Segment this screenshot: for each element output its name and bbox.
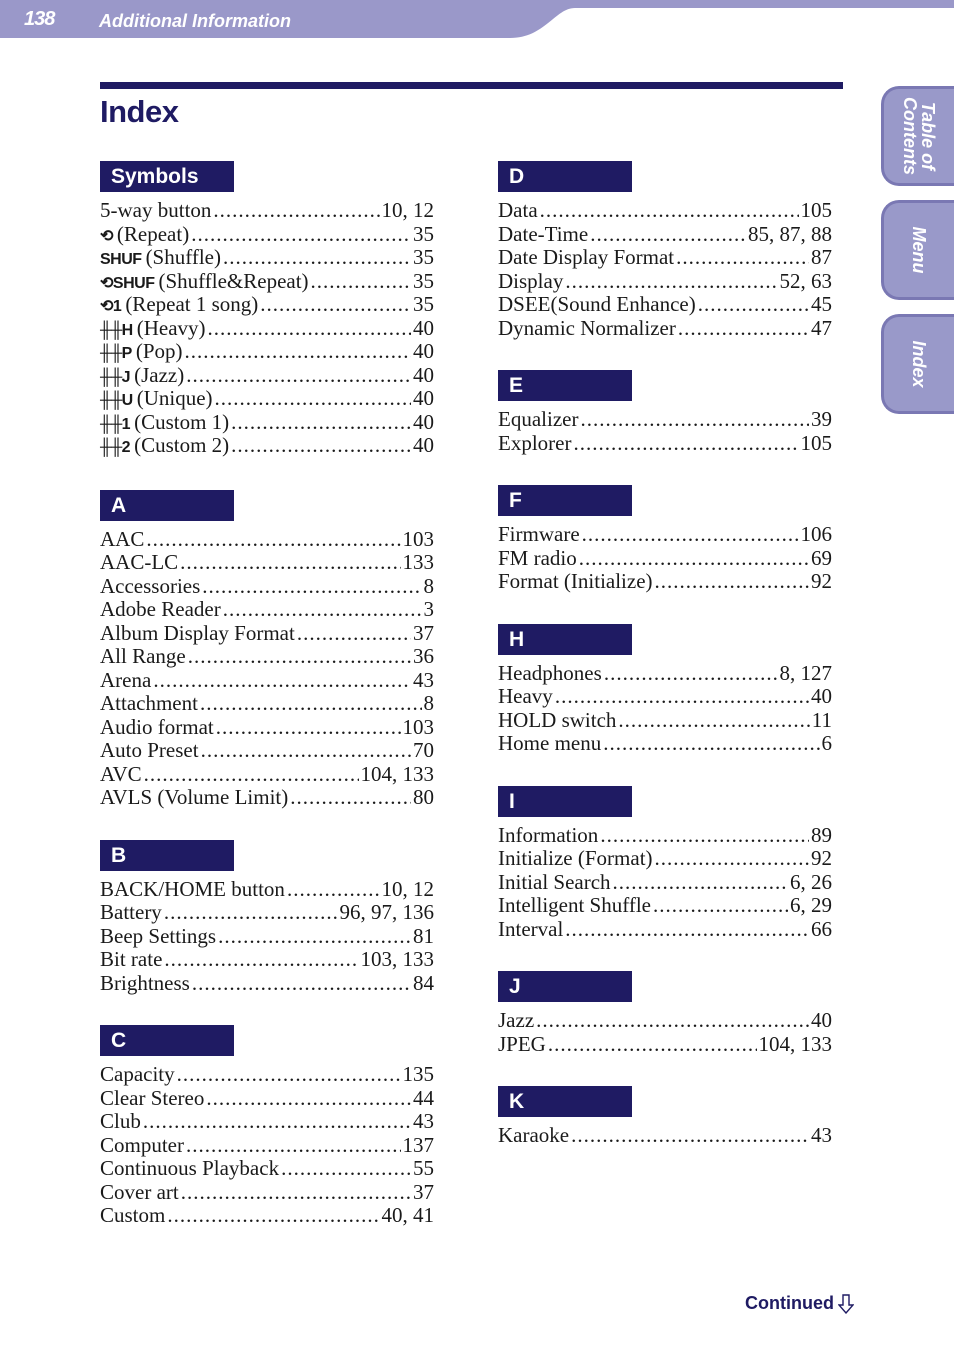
index-entry[interactable] [498, 871, 832, 895]
index-entry[interactable] [498, 918, 832, 942]
index-entry[interactable] [498, 199, 832, 223]
index-entry[interactable] [100, 270, 434, 294]
index-entry-term: Explorer [498, 430, 572, 455]
index-entry-term: (Shuffle&Repeat) [158, 268, 309, 293]
mode-icon: ╫╫2 [100, 439, 131, 456]
index-entry-pages: 104, 133 [360, 761, 434, 786]
index-entry-term: Auto Preset [100, 738, 199, 762]
leader-dots [603, 732, 819, 756]
index-entry-pages: 40 [413, 409, 434, 434]
index-entry[interactable] [498, 709, 832, 733]
index-entry[interactable] [100, 716, 434, 740]
mode-icon: ⟲SHUF [100, 274, 155, 292]
leader-dots [582, 523, 799, 547]
index-entry[interactable] [498, 1033, 832, 1057]
leader-dots [565, 918, 809, 942]
mode-icon: ╫╫P [100, 345, 132, 362]
index-entry-term: Clear Stereo [100, 1085, 205, 1110]
leader-dots [281, 1157, 411, 1181]
leader-dots [213, 199, 379, 223]
index-group [498, 786, 832, 942]
index-entry[interactable] [498, 523, 832, 547]
leader-dots [186, 1134, 401, 1158]
mode-icon: ╫╫J [100, 368, 131, 386]
index-entry[interactable] [100, 878, 434, 902]
index-entry-term: Initial Search [498, 869, 611, 894]
leader-dots [202, 575, 421, 599]
leader-dots [698, 293, 809, 317]
index-group-heading: K [498, 1086, 632, 1117]
index-entry-pages: 6, 26 [790, 869, 832, 894]
index-entry-pages: 66 [811, 916, 832, 941]
index-entry-pages: 44 [413, 1085, 434, 1110]
index-group-heading: C [100, 1025, 234, 1056]
index-group [100, 490, 434, 810]
index-entry[interactable] [100, 551, 434, 575]
index-entry-pages: 96, 97, 136 [339, 900, 434, 924]
index-group-heading: Symbols [100, 161, 234, 192]
index-entry[interactable] [100, 925, 434, 949]
index-entry[interactable] [498, 1124, 832, 1148]
leader-dots [604, 662, 778, 686]
leader-dots [613, 871, 788, 895]
index-group [100, 161, 434, 458]
index-entry-term: (Custom 1) [134, 409, 230, 434]
index-entry-term: (Heavy) [136, 315, 206, 340]
leader-dots [215, 387, 411, 411]
leader-dots [297, 622, 411, 646]
leader-dots [579, 547, 809, 571]
index-entry-term: Karaoke [498, 1123, 570, 1147]
leader-dots [548, 1033, 757, 1057]
index-entry-pages: 52, 63 [779, 268, 832, 293]
index-entry-pages: 40 [413, 386, 434, 410]
tab-label: Index [909, 340, 929, 388]
index-entry[interactable] [498, 732, 832, 756]
index-entry-term: Headphones [498, 660, 602, 685]
index-entry-pages: 6, 29 [790, 893, 832, 917]
leader-dots [655, 570, 809, 594]
leader-dots [678, 317, 809, 341]
index-entry-term: HOLD switch [498, 707, 617, 732]
index-entry-pages: 40 [811, 1008, 832, 1032]
index-entry-pages: 92 [811, 846, 832, 870]
leader-dots [186, 364, 411, 388]
index-entry[interactable] [100, 763, 434, 787]
index-entry[interactable] [498, 662, 832, 686]
index-entry-term: Date-Time [498, 221, 589, 246]
index-entry-pages: 87 [811, 245, 832, 269]
index-entry[interactable] [100, 948, 434, 972]
index-entry-term: AVC [100, 761, 142, 786]
index-entry-term: Information [498, 822, 599, 847]
leader-dots [201, 739, 411, 763]
index-entry-pages: 84 [413, 970, 434, 995]
continued-label: Continued [745, 1293, 834, 1313]
index-entry[interactable] [100, 364, 434, 388]
mode-icon: ⟲ [100, 227, 113, 245]
index-entry[interactable] [100, 972, 434, 996]
tab-label: Menu [909, 226, 929, 274]
index-entry[interactable] [498, 1009, 832, 1033]
leader-dots [143, 1110, 411, 1134]
leader-dots [311, 270, 411, 294]
header-bar [0, 0, 954, 40]
index-entry-pages: 80 [413, 785, 434, 809]
index-entry-pages: 135 [402, 1062, 434, 1086]
index-group [498, 485, 832, 594]
leader-dots [146, 528, 400, 552]
index-entry-pages: 103 [402, 526, 434, 551]
index-group [498, 624, 832, 756]
leader-dots [167, 1204, 379, 1228]
index-entry-term: Data [498, 198, 538, 222]
index-entry-pages: 40 [413, 433, 434, 457]
index-entry-term: (Unique) [136, 386, 213, 410]
index-entry-pages: 35 [413, 245, 434, 269]
index-entry[interactable] [100, 411, 434, 435]
index-entry-pages: 10, 12 [381, 198, 434, 222]
leader-dots [231, 411, 411, 435]
leader-dots [164, 948, 358, 972]
index-entry-pages: 39 [811, 407, 832, 431]
leader-dots [580, 408, 809, 432]
index-group-heading: E [498, 370, 632, 401]
mode-icon: SHUF [100, 251, 142, 268]
index-entry-term: Dynamic Normalizer [498, 315, 676, 340]
index-entry-term: Jazz [498, 1008, 535, 1032]
index-entry-pages: 85, 87, 88 [748, 221, 832, 246]
index-group-heading: I [498, 786, 632, 817]
section-title: Additional Information [99, 11, 291, 31]
leader-dots [565, 270, 777, 294]
leader-dots [573, 432, 798, 456]
leader-dots [181, 1181, 411, 1205]
continued-link[interactable] [745, 1293, 854, 1314]
index-entry-term: Equalizer [498, 407, 579, 431]
index-entry[interactable] [498, 894, 832, 918]
index-entry-term: Home menu [498, 731, 602, 755]
index-entry-pages: 103, 133 [360, 947, 434, 971]
leader-dots [191, 223, 411, 247]
index-entry-pages: 35 [413, 221, 434, 246]
page-number: 138 [24, 8, 55, 30]
index-entry-term: Audio format [100, 714, 214, 739]
index-group [100, 840, 434, 996]
index-entry[interactable] [100, 739, 434, 763]
index-group-heading: J [498, 971, 632, 1002]
index-entry-pages: 36 [413, 644, 434, 668]
index-entry-term: Accessories [100, 573, 201, 598]
index-entry-term: Interval [498, 916, 564, 941]
index-entry-term: Initialize (Format) [498, 846, 653, 870]
index-entry-term: (Pop) [135, 339, 183, 363]
index-entry-term: FM radio [498, 545, 577, 570]
index-group [498, 370, 832, 455]
index-entry[interactable] [498, 432, 832, 456]
index-entry[interactable] [100, 645, 434, 669]
index-entry-pages: 43 [811, 1123, 832, 1147]
index-entry-pages: 35 [413, 268, 434, 293]
leader-dots [223, 246, 411, 270]
leader-dots [555, 685, 809, 709]
index-entry[interactable] [100, 246, 434, 270]
leader-dots [200, 692, 422, 716]
index-entry[interactable] [100, 387, 434, 411]
index-entry-term: Bit rate [100, 947, 163, 971]
index-entry[interactable] [100, 598, 434, 622]
index-entry-term: 5-way button [100, 198, 212, 222]
index-entry-term: Date Display Format [498, 245, 675, 269]
tab-index[interactable] [881, 314, 954, 414]
index-entry[interactable] [100, 528, 434, 552]
index-entry-term: Album Display Format [100, 620, 295, 645]
index-entry-pages: 133 [402, 550, 434, 574]
leader-dots [185, 340, 411, 364]
leader-dots [590, 223, 746, 247]
index-entry[interactable] [100, 1204, 434, 1228]
index-entry-term: Cover art [100, 1179, 179, 1204]
index-entry-term: Capacity [100, 1062, 175, 1086]
index-entry[interactable] [100, 1134, 434, 1158]
index-entry-pages: 43 [413, 1109, 434, 1133]
leader-dots [218, 925, 411, 949]
index-entry-pages: 92 [811, 569, 832, 593]
leader-dots [208, 317, 411, 341]
index-entry[interactable] [100, 1157, 434, 1181]
index-entry-term: Format (Initialize) [498, 569, 653, 593]
index-entry[interactable] [498, 246, 832, 270]
index-entry-term: BACK/HOME button [100, 876, 285, 901]
index-entry-pages: 10, 12 [381, 876, 434, 901]
index-entry-pages: 8 [423, 573, 434, 598]
tab-menu[interactable] [881, 200, 954, 300]
index-entry-pages: 40 [413, 315, 434, 340]
leader-dots [676, 246, 809, 270]
index-entry-term: (Repeat) [116, 221, 190, 246]
index-entry[interactable] [498, 847, 832, 871]
index-entry-pages: 8 [423, 691, 434, 715]
tab-table-of-contents[interactable] [881, 86, 954, 186]
arrow-down-icon [838, 1294, 854, 1314]
index-entry-term: (Jazz) [134, 362, 185, 387]
index-entry-term: Beep Settings [100, 923, 217, 948]
index-entry[interactable] [100, 340, 434, 364]
index-entry-term: AAC [100, 526, 145, 551]
index-entry-term: Club [100, 1109, 141, 1133]
index-entry-pages: 40 [811, 684, 832, 708]
index-group [498, 1086, 832, 1148]
index-group-heading: A [100, 490, 234, 521]
index-entry[interactable] [100, 1110, 434, 1134]
index-entry-pages: 47 [811, 315, 832, 340]
leader-dots [164, 901, 338, 925]
index-entry[interactable] [100, 575, 434, 599]
mode-icon: ╫╫H [100, 321, 133, 339]
index-entry-pages: 89 [811, 822, 832, 847]
leader-dots [231, 434, 411, 458]
index-entry-term: Brightness [100, 970, 190, 995]
index-entry-pages: 43 [413, 667, 434, 692]
index-entry-pages: 3 [423, 597, 434, 621]
index-entry-term: Firmware [498, 522, 580, 546]
index-entry-pages: 11 [811, 707, 832, 732]
index-entry[interactable] [498, 270, 832, 294]
index-entry[interactable] [498, 547, 832, 571]
index-entry[interactable] [100, 199, 434, 223]
index-entry[interactable] [100, 786, 434, 810]
index-entry[interactable] [100, 317, 434, 341]
index-group [498, 161, 832, 340]
index-group [100, 1025, 434, 1228]
leader-dots [180, 551, 400, 575]
index-entry[interactable] [498, 570, 832, 594]
index-entry[interactable] [498, 317, 832, 341]
index-entry[interactable] [498, 223, 832, 247]
index-entry-term: (Repeat 1 song) [125, 292, 259, 316]
index-group [498, 971, 832, 1056]
index-entry-pages: 105 [800, 198, 832, 222]
index-entry[interactable] [100, 669, 434, 693]
index-entry-pages: 8, 127 [779, 660, 832, 685]
index-entry[interactable] [498, 685, 832, 709]
index-group-heading: F [498, 485, 632, 516]
leader-dots [223, 598, 422, 622]
index-entry-term: Adobe Reader [100, 597, 221, 621]
leader-dots [188, 645, 411, 669]
leader-dots [177, 1063, 401, 1087]
leader-dots [144, 763, 359, 787]
index-entry-pages: 37 [413, 620, 434, 645]
index-group-heading: D [498, 161, 632, 192]
index-entry[interactable] [100, 223, 434, 247]
index-entry-term: JPEG [498, 1031, 546, 1056]
leader-dots [536, 1009, 809, 1033]
tab-label: Table of Contents [900, 97, 938, 175]
index-entry-term: AAC-LC [100, 550, 179, 574]
index-entry[interactable] [100, 622, 434, 646]
leader-dots [540, 199, 799, 223]
index-entry-term: Computer [100, 1132, 184, 1157]
index-entry-term: Continuous Playback [100, 1156, 280, 1180]
index-entry-pages: 6 [821, 731, 832, 755]
leader-dots [618, 709, 809, 733]
index-entry-pages: 69 [811, 545, 832, 570]
index-entry-pages: 55 [413, 1156, 434, 1180]
index-entry-term: All Range [100, 644, 186, 668]
index-entry[interactable] [100, 293, 434, 317]
index-entry-term: Battery [100, 900, 162, 924]
page-title: Index [100, 94, 179, 129]
index-entry-term: Display [498, 268, 564, 293]
index-entry[interactable] [100, 1063, 434, 1087]
index-entry-pages: 40 [413, 339, 434, 363]
leader-dots [192, 972, 411, 996]
leader-dots [153, 669, 411, 693]
index-entry-pages: 40, 41 [381, 1203, 434, 1227]
index-entry-pages: 45 [811, 292, 832, 316]
index-entry-pages: 104, 133 [758, 1031, 832, 1056]
index-entry[interactable] [100, 434, 434, 458]
index-entry-term: AVLS (Volume Limit) [100, 785, 289, 809]
leader-dots [216, 716, 401, 740]
index-entry-term: Attachment [100, 691, 198, 715]
index-entry[interactable] [498, 408, 832, 432]
index-entry-pages: 106 [800, 522, 832, 546]
index-entry[interactable] [100, 901, 434, 925]
leader-dots [290, 786, 411, 810]
index-entry[interactable] [100, 1087, 434, 1111]
leader-dots [206, 1087, 411, 1111]
index-entry-term: Custom [100, 1203, 166, 1227]
index-entry-pages: 35 [413, 292, 434, 316]
index-column-right [498, 161, 832, 1148]
index-entry-term: Intelligent Shuffle [498, 893, 651, 917]
index-column-left [100, 161, 434, 1228]
index-entry[interactable] [100, 1181, 434, 1205]
index-group-heading: H [498, 624, 632, 655]
mode-icon: ⟲1 [100, 298, 122, 315]
index-entry-pages: 37 [413, 1179, 434, 1204]
index-entry-term: (Custom 2) [134, 433, 230, 457]
index-entry-pages: 70 [413, 738, 434, 762]
index-entry-pages: 105 [800, 430, 832, 455]
index-entry-pages: 137 [402, 1132, 434, 1157]
leader-dots [571, 1124, 809, 1148]
index-entry-term: Heavy [498, 684, 553, 708]
title-rule [100, 82, 843, 89]
index-entry-pages: 81 [413, 923, 434, 948]
index-entry[interactable] [498, 293, 832, 317]
mode-icon: ╫╫U [100, 392, 133, 409]
index-group-heading: B [100, 840, 234, 871]
index-entry-term: (Shuffle) [145, 245, 221, 269]
leader-dots [600, 824, 809, 848]
mode-icon: ╫╫1 [100, 415, 131, 433]
index-entry-term: Arena [100, 667, 152, 692]
index-entry-pages: 103 [402, 714, 434, 739]
leader-dots [260, 293, 411, 317]
index-entry-term: DSEE(Sound Enhance) [498, 292, 696, 316]
index-entry[interactable] [100, 692, 434, 716]
leader-dots [653, 894, 788, 918]
index-entry[interactable] [498, 824, 832, 848]
leader-dots [655, 847, 809, 871]
leader-dots [287, 878, 380, 902]
index-entry-pages: 40 [413, 362, 434, 387]
